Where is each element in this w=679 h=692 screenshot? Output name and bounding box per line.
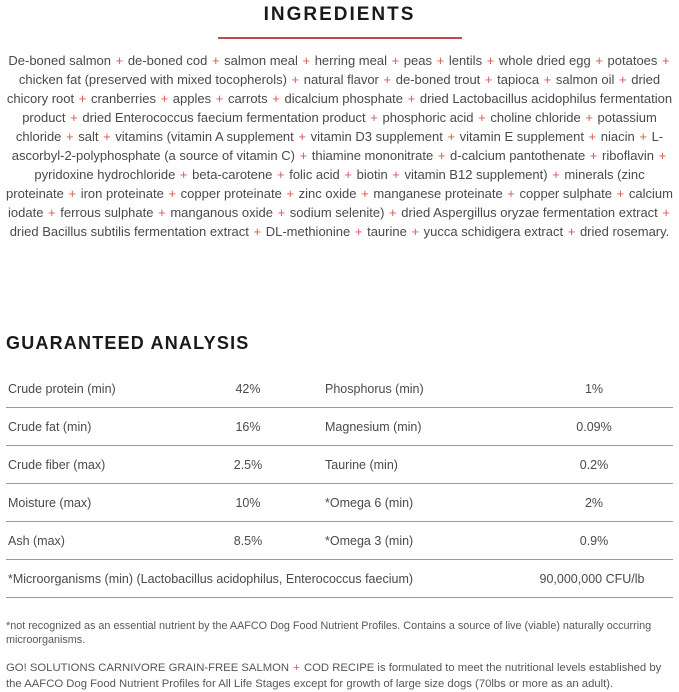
table-row — [6, 484, 673, 522]
plus-separator: + — [208, 53, 224, 68]
ingredient-item: De-boned salmon — [8, 53, 111, 68]
plus-separator: + — [156, 91, 172, 106]
plus-separator: + — [44, 205, 60, 220]
ingredient-item: copper sulphate — [519, 186, 613, 201]
plus-separator: + — [443, 129, 459, 144]
plus-separator: + — [615, 72, 631, 87]
table-row — [6, 522, 673, 560]
ingredient-item: whole dried egg — [498, 53, 591, 68]
ingredient-item: iron proteinate — [80, 186, 164, 201]
analysis-label: Taurine (min) — [325, 457, 398, 472]
ingredient-item: potatoes — [607, 53, 658, 68]
plus-separator: + — [351, 224, 367, 239]
plus-separator: + — [655, 148, 667, 163]
plus-separator: + — [503, 186, 519, 201]
guaranteed-analysis-table — [6, 370, 673, 598]
plus-separator: + — [658, 53, 670, 68]
plus-separator: + — [164, 186, 180, 201]
analysis-value: 8.5% — [233, 533, 263, 548]
analysis-value: 1% — [584, 381, 604, 396]
plus-separator: + — [176, 167, 192, 182]
plus-separator: + — [433, 53, 448, 68]
ingredient-item: dicalcium phosphate — [284, 91, 404, 106]
plus-separator: + — [591, 53, 607, 68]
plus-separator: + — [287, 72, 303, 87]
ingredient-item: tapioca — [497, 72, 540, 87]
plus-separator: + — [298, 53, 314, 68]
analysis-value: 42% — [235, 381, 261, 396]
analysis-label: Moisture (max) — [8, 495, 92, 510]
analysis-value: 16% — [235, 419, 261, 434]
ingredient-item: L-ascorbyl-2-polyphosphate (a source of vitamin C) — [11, 129, 664, 163]
plus-separator: + — [75, 91, 90, 106]
plus-separator: + — [658, 205, 670, 220]
analysis-value: 2% — [584, 495, 604, 510]
plus-separator: + — [483, 53, 498, 68]
ingredient-item: zinc oxide — [298, 186, 357, 201]
plus-separator: + — [584, 129, 600, 144]
plus-separator: + — [273, 167, 289, 182]
analysis-label: *Microorganisms (min) (Lactobacillus acidophilus, Enterococcus faecium) — [8, 571, 414, 586]
plus-separator: + — [385, 205, 401, 220]
ingredient-item: yucca schidigera extract — [423, 224, 564, 239]
analysis-label: *Omega 6 (min) — [325, 495, 414, 510]
plus-separator: + — [64, 186, 80, 201]
plus-separator: + — [295, 148, 311, 163]
plus-separator: + — [212, 91, 227, 106]
plus-separator: + — [293, 662, 300, 674]
plus-separator: + — [564, 224, 579, 239]
plus-separator: + — [404, 91, 419, 106]
aafco-statement — [6, 660, 671, 692]
ingredient-item: beta-carotene — [192, 167, 273, 182]
ingredient-item: biotin — [356, 167, 388, 182]
table-row-microorganisms — [6, 560, 673, 598]
plus-separator: + — [613, 186, 628, 201]
ingredient-item: peas — [403, 53, 432, 68]
ingredient-item: ferrous sulphate — [60, 205, 154, 220]
title-underline-rule — [218, 37, 462, 39]
analysis-value: 0.2% — [579, 457, 609, 472]
ingredient-item: vitamin D3 supplement — [310, 129, 443, 144]
ingredient-item: vitamin B12 supplement) — [404, 167, 548, 182]
analysis-label: Phosphorus (min) — [325, 381, 424, 396]
ingredient-item: apples — [172, 91, 212, 106]
plus-separator: + — [99, 129, 115, 144]
analysis-value: 0.09% — [576, 419, 612, 434]
plus-separator: + — [434, 148, 450, 163]
product-name: GO! SOLUTIONS CARNIVORE GRAIN-FREE SALMON — [6, 662, 290, 674]
ingredient-item: salt — [78, 129, 99, 144]
ingredient-item: salmon oil — [555, 72, 615, 87]
asterisk-footnote: *not recognized as an essential nutrient by the AAFCO Dog Food Nutrient Profiles. Contains a source of live (viable) naturally occurring microorganisms. — [6, 620, 652, 646]
ingredient-item: dried Lactobacillus acidophilus fermentation product — [22, 91, 673, 125]
ingredient-item: vitamins (vitamin A supplement — [115, 129, 294, 144]
plus-separator: + — [294, 129, 310, 144]
ingredient-item: choline chloride — [490, 110, 581, 125]
ingredient-item: natural flavor — [303, 72, 379, 87]
analysis-label: Crude fat (min) — [8, 419, 92, 434]
plus-separator: + — [282, 186, 298, 201]
plus-separator: + — [357, 186, 373, 201]
ingredient-item: phosphoric acid — [382, 110, 474, 125]
analysis-label: Magnesium (min) — [325, 419, 422, 434]
plus-separator: + — [62, 129, 78, 144]
ingredient-item: minerals (zinc proteinate — [6, 167, 645, 201]
plus-separator: + — [635, 129, 651, 144]
plus-separator: + — [581, 110, 597, 125]
ingredient-item: copper proteinate — [180, 186, 282, 201]
ingredient-item: chicken fat (preserved with mixed tocopherols) — [18, 72, 287, 87]
plus-separator: + — [548, 167, 564, 182]
ingredient-item: manganous oxide — [170, 205, 273, 220]
plus-separator: + — [273, 205, 289, 220]
ingredient-item: folic acid — [289, 167, 340, 182]
plus-separator: + — [407, 224, 423, 239]
ingredient-item: dried Bacillus subtilis fermentation extract — [9, 224, 249, 239]
ingredient-item: thiamine mononitrate — [311, 148, 434, 163]
analysis-label: *Omega 3 (min) — [325, 533, 414, 548]
aafco-statement-text: is formulated to meet the nutritional levels established by the AAFCO Dog Food Nutrient Profiles for All Life Stages except for growth of large size dogs (70lbs or more as an adult). — [6, 662, 662, 690]
ingredient-item: DL-methionine — [265, 224, 351, 239]
ingredients-title: INGREDIENTS — [263, 4, 416, 25]
plus-separator: + — [540, 72, 555, 87]
table-row — [6, 408, 673, 446]
table-row — [6, 446, 673, 484]
analysis-label: Crude protein (min) — [8, 381, 116, 396]
ingredient-item: dried chicory root — [6, 72, 661, 106]
ingredient-item: potassium chloride — [15, 110, 657, 144]
ingredient-item: d-calcium pantothenate — [450, 148, 586, 163]
ingredients-paragraph — [4, 51, 675, 241]
plus-separator: + — [249, 224, 265, 239]
ingredient-item: herring meal — [314, 53, 387, 68]
plus-separator: + — [586, 148, 602, 163]
ingredient-item: cranberries — [90, 91, 156, 106]
plus-separator: + — [112, 53, 127, 68]
ingredient-item: sodium selenite) — [289, 205, 385, 220]
plus-separator: + — [379, 72, 395, 87]
plus-separator: + — [268, 91, 284, 106]
ingredient-item: salmon meal — [224, 53, 298, 68]
ingredient-item: dried Aspergillus oryzae fermentation extract — [401, 205, 658, 220]
ingredient-item: niacin — [600, 129, 635, 144]
ingredient-item: de-boned trout — [395, 72, 481, 87]
plus-separator: + — [481, 72, 497, 87]
guaranteed-analysis-title: GUARANTEED ANALYSIS — [6, 333, 250, 353]
analysis-value: 0.9% — [579, 533, 609, 548]
ingredient-item: dried rosemary. — [579, 224, 670, 239]
product-name-suffix: COD RECIPE — [303, 662, 375, 674]
analysis-label: Ash (max) — [8, 533, 65, 548]
ingredient-item: taurine — [367, 224, 407, 239]
plus-separator: + — [474, 110, 490, 125]
plus-separator: + — [66, 110, 82, 125]
ingredient-item: riboflavin — [602, 148, 655, 163]
ingredient-item: vitamin E supplement — [459, 129, 584, 144]
table-row — [6, 370, 673, 408]
plus-separator: + — [388, 167, 404, 182]
plus-separator: + — [340, 167, 356, 182]
plus-separator: + — [366, 110, 382, 125]
ingredient-item: pyridoxine hydrochloride — [34, 167, 176, 182]
ingredient-item: de-boned cod — [127, 53, 208, 68]
ingredient-item: manganese proteinate — [373, 186, 503, 201]
analysis-label: Crude fiber (max) — [8, 457, 106, 472]
analysis-value: 10% — [235, 495, 261, 510]
analysis-value: 2.5% — [233, 457, 263, 472]
ingredient-item: calcium iodate — [8, 186, 673, 220]
ingredient-item: dried Enterococcus faecium fermentation product — [82, 110, 366, 125]
plus-separator: + — [387, 53, 403, 68]
ingredient-item: carrots — [227, 91, 268, 106]
ingredient-item: lentils — [448, 53, 483, 68]
plus-separator: + — [154, 205, 170, 220]
analysis-value: 90,000,000 CFU/lb — [539, 571, 645, 586]
